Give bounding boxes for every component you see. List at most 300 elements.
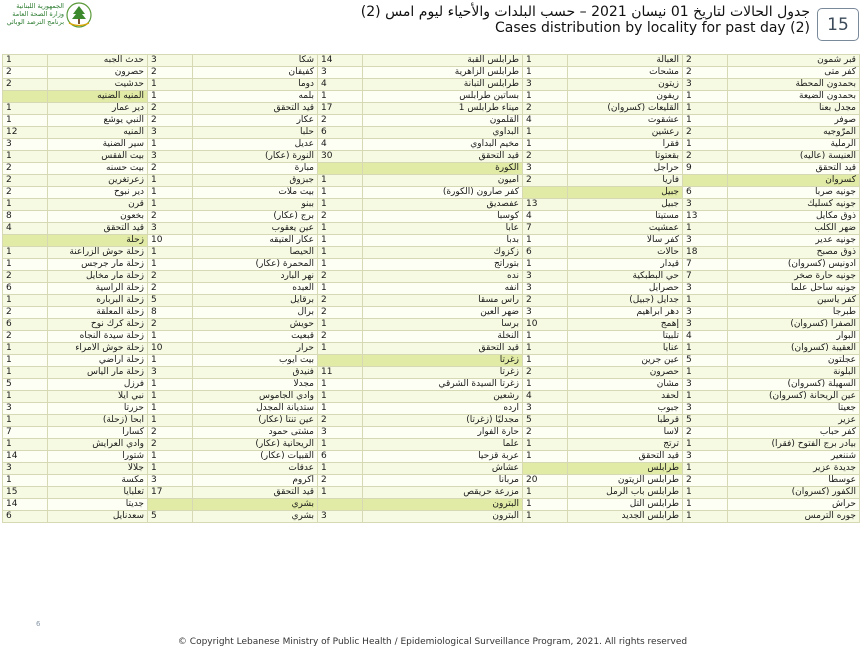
case-count: 1 — [683, 463, 728, 475]
locality-name: بيت الفقس — [48, 151, 148, 163]
locality-name: عابا — [363, 223, 523, 235]
locality-name: طرابلس الزاهرية — [363, 67, 523, 79]
locality-name: بقعتوتا — [568, 151, 683, 163]
locality-name: عديل — [193, 139, 318, 151]
table-row — [3, 343, 860, 355]
case-count: 2 — [318, 115, 363, 127]
corner-mark: 6 — [36, 620, 41, 628]
case-count: 7 — [523, 223, 568, 235]
locality-name: مجدل بعنا — [728, 103, 860, 115]
locality-name: كوسبا — [363, 211, 523, 223]
case-count: 2 — [523, 295, 568, 307]
table-row — [3, 463, 860, 475]
table-row — [3, 151, 860, 163]
case-count: 2 — [523, 427, 568, 439]
locality-name: شكا — [193, 55, 318, 67]
case-count: 1 — [523, 355, 568, 367]
locality-name: زحلة مار مخايل — [48, 271, 148, 283]
locality-name: برج (عكار) — [193, 211, 318, 223]
case-count: 1 — [148, 379, 193, 391]
locality-name: زغرتا السيدة الشرقي — [363, 379, 523, 391]
case-count: 1 — [683, 91, 728, 103]
case-count: 1 — [148, 463, 193, 475]
case-count: 7 — [683, 271, 728, 283]
locality-name: ابحا (زحلة) — [48, 415, 148, 427]
table-row — [3, 79, 860, 91]
locality-name: بشري — [193, 511, 318, 523]
case-count: 2 — [148, 67, 193, 79]
case-count: 1 — [683, 295, 728, 307]
case-count: 5 — [683, 415, 728, 427]
locality-name: جعيتا — [728, 403, 860, 415]
page-title-arabic: جدول الحالات لتاريخ 01 نيسان 2021 – حسب البلدات والأحياء ليوم امس (2) — [360, 4, 810, 20]
locality-name: عين تنتا (عكار) — [193, 415, 318, 427]
case-count — [683, 175, 728, 187]
case-count: 3 — [683, 403, 728, 415]
locality-name: مشتى حمود — [193, 427, 318, 439]
locality-name: الرملية — [728, 139, 860, 151]
locality-name: طرابلس الجديد — [568, 511, 683, 523]
locality-name: حرار — [193, 343, 318, 355]
locality-name: البداوي — [363, 127, 523, 139]
case-count: 4 — [683, 331, 728, 343]
case-count: 1 — [318, 91, 363, 103]
case-count: 13 — [683, 211, 728, 223]
locality-name: مخيم البداوي — [363, 139, 523, 151]
case-count: 2 — [523, 175, 568, 187]
locality-name: أميون — [363, 175, 523, 187]
locality-name: وادي الجاموس — [193, 391, 318, 403]
locality-name: نبي ايلا — [48, 391, 148, 403]
case-count: 2 — [318, 295, 363, 307]
table-row — [3, 511, 860, 523]
case-count: 1 — [318, 343, 363, 355]
locality-name: لحفد — [568, 391, 683, 403]
locality-name: حارة الفوار — [363, 427, 523, 439]
case-count: 3 — [523, 307, 568, 319]
table-row — [3, 295, 860, 307]
case-count: 2 — [148, 319, 193, 331]
locality-name: تلبيتا — [568, 331, 683, 343]
case-count: 2 — [318, 331, 363, 343]
logo-line-1: الجمهورية اللبنانية — [16, 2, 64, 10]
case-count: 2 — [3, 67, 48, 79]
table-row — [3, 451, 860, 463]
locality-name: فقرا — [568, 139, 683, 151]
case-count: 3 — [148, 367, 193, 379]
case-count: 1 — [523, 331, 568, 343]
case-count: 2 — [148, 115, 193, 127]
case-count: 1 — [683, 115, 728, 127]
case-count: 3 — [683, 235, 728, 247]
locality-name: ستديانة المجدل — [193, 403, 318, 415]
locality-name: قيد التحقق — [363, 151, 523, 163]
locality-name: جوره الترمس — [728, 511, 860, 523]
locality-name: راس مسقا — [363, 295, 523, 307]
case-count: 1 — [148, 79, 193, 91]
locality-name: بلمه — [193, 91, 318, 103]
case-count: 5 — [683, 355, 728, 367]
locality-name: سعدنايل — [48, 511, 148, 523]
case-count: 3 — [3, 463, 48, 475]
case-count: 14 — [3, 451, 48, 463]
case-count: 1 — [148, 355, 193, 367]
case-count: 2 — [683, 427, 728, 439]
locality-name: جبوب — [568, 403, 683, 415]
locality-name: حصرون — [568, 367, 683, 379]
table-row — [3, 271, 860, 283]
case-count: 2 — [148, 211, 193, 223]
locality-name: دير عمار — [48, 103, 148, 115]
case-count: 4 — [523, 211, 568, 223]
page-title-english: Cases distribution by locality for past day (2) — [494, 20, 810, 36]
table-row — [3, 247, 860, 259]
district-header: كسروان — [728, 175, 860, 187]
table-row — [3, 175, 860, 187]
case-count: 2 — [3, 307, 48, 319]
locality-name: رعشين — [568, 127, 683, 139]
locality-name: زحلة حوش الامراء — [48, 343, 148, 355]
case-count: 3 — [523, 283, 568, 295]
case-count: 2 — [148, 163, 193, 175]
locality-name: جلالا — [48, 463, 148, 475]
case-count: 6 — [3, 283, 48, 295]
locality-name: المنيه — [48, 127, 148, 139]
case-count: 1 — [318, 439, 363, 451]
locality-name: بيادر برج الفتوح (فقرا) — [728, 439, 860, 451]
locality-name: الكفور (كسروان) — [728, 487, 860, 499]
case-count — [318, 499, 363, 511]
table-row — [3, 55, 860, 67]
locality-name: قيدار — [568, 259, 683, 271]
locality-name: دير نبوح — [48, 187, 148, 199]
district-header: زحلة — [48, 235, 148, 247]
case-count: 1 — [3, 391, 48, 403]
locality-name: طرابلس القبة — [363, 55, 523, 67]
locality-name: زحلة المعلقة — [48, 307, 148, 319]
case-count: 12 — [3, 127, 48, 139]
case-count: 1 — [3, 55, 48, 67]
case-count: 1 — [318, 487, 363, 499]
case-count: 3 — [148, 55, 193, 67]
locality-name: بيت أيوب — [193, 355, 318, 367]
locality-name: بخعون — [48, 211, 148, 223]
case-count: 1 — [318, 403, 363, 415]
case-count: 1 — [523, 487, 568, 499]
case-count: 2 — [683, 55, 728, 67]
locality-name: زحلة مار الياس — [48, 367, 148, 379]
table-row — [3, 439, 860, 451]
case-count: 4 — [523, 391, 568, 403]
locality-name: القبيات (عكار) — [193, 451, 318, 463]
locality-name: نده — [363, 271, 523, 283]
case-count — [3, 235, 48, 247]
case-count: 1 — [148, 451, 193, 463]
case-count: 1 — [523, 451, 568, 463]
locality-name: مجدليًا (زغرتا) — [363, 415, 523, 427]
locality-name: قيد التحقق — [728, 163, 860, 175]
locality-name: لاسا — [568, 427, 683, 439]
case-count — [318, 355, 363, 367]
case-count: 3 — [148, 151, 193, 163]
locality-name: البلونة — [728, 367, 860, 379]
locality-name: عكار العتيقه — [193, 235, 318, 247]
case-count: 1 — [3, 355, 48, 367]
locality-name: الحيصا — [193, 247, 318, 259]
case-count: 2 — [318, 307, 363, 319]
ministry-logo — [6, 2, 94, 28]
case-count: 1 — [3, 115, 48, 127]
locality-name: كفر سالا — [568, 235, 683, 247]
case-count: 1 — [318, 187, 363, 199]
locality-name: كفر صارون (الكورة) — [363, 187, 523, 199]
case-count: 1 — [318, 199, 363, 211]
locality-name: بساتين طرابلس — [363, 91, 523, 103]
locality-name: ريفون — [568, 91, 683, 103]
locality-name: فاريا — [568, 175, 683, 187]
case-count: 2 — [148, 439, 193, 451]
locality-name: عربة قزحيا — [363, 451, 523, 463]
locality-name: بيت حسنه — [48, 163, 148, 175]
locality-name: عين جرين — [568, 355, 683, 367]
case-count: 1 — [148, 91, 193, 103]
case-count: 1 — [148, 139, 193, 151]
table-row — [3, 139, 860, 151]
case-count: 1 — [3, 439, 48, 451]
locality-name: أدونيس (كسروان) — [728, 259, 860, 271]
locality-name: الصفرا (كسروان) — [728, 319, 860, 331]
case-count: 2 — [148, 283, 193, 295]
locality-name: طرابلس الزيتون — [568, 475, 683, 487]
locality-name: كفر ياسين — [728, 295, 860, 307]
locality-name: عفصديق — [363, 199, 523, 211]
case-count: 3 — [683, 283, 728, 295]
case-count: 2 — [148, 103, 193, 115]
locality-name: البترون — [363, 511, 523, 523]
locality-name: عين الريحانة (كسروان) — [728, 391, 860, 403]
case-count: 2 — [523, 367, 568, 379]
locality-name: حراش — [728, 499, 860, 511]
case-count: 1 — [3, 475, 48, 487]
case-count: 8 — [3, 211, 48, 223]
case-count: 2 — [683, 151, 728, 163]
locality-name: زعرتغرين — [48, 175, 148, 187]
case-count: 1 — [318, 235, 363, 247]
page-number: 15 — [817, 8, 859, 41]
locality-name: شننعير — [728, 451, 860, 463]
locality-name: حصرون — [48, 67, 148, 79]
case-count: 4 — [523, 115, 568, 127]
case-count: 1 — [318, 247, 363, 259]
case-count: 2 — [318, 415, 363, 427]
locality-name: جونيه حارة صخر — [728, 271, 860, 283]
locality-name: مستيتا — [568, 211, 683, 223]
case-count: 10 — [523, 319, 568, 331]
case-count: 6 — [3, 511, 48, 523]
table-row — [3, 163, 860, 175]
case-count: 1 — [318, 223, 363, 235]
locality-name: حدشيت — [48, 79, 148, 91]
case-count: 14 — [3, 499, 48, 511]
case-count: 2 — [3, 187, 48, 199]
case-count: 1 — [523, 259, 568, 271]
case-count: 2 — [683, 67, 728, 79]
table-row — [3, 283, 860, 295]
table-row — [3, 379, 860, 391]
locality-name: مشحات — [568, 67, 683, 79]
locality-name: حدث الجبه — [48, 55, 148, 67]
case-count: 1 — [318, 379, 363, 391]
cases-table-body — [3, 55, 860, 523]
case-count: 1 — [148, 403, 193, 415]
case-count — [3, 91, 48, 103]
locality-name: رشعين — [363, 391, 523, 403]
case-count: 1 — [3, 415, 48, 427]
locality-name: إهمج — [568, 319, 683, 331]
case-count: 3 — [318, 67, 363, 79]
case-count: 3 — [148, 127, 193, 139]
table-row — [3, 475, 860, 487]
locality-name: قرطبا — [568, 415, 683, 427]
case-count — [148, 499, 193, 511]
locality-name: كفر حباب — [728, 427, 860, 439]
locality-name: حي البطبكية — [568, 271, 683, 283]
logo-line-2: وزارة الصحة العامة — [12, 10, 64, 18]
table-row — [3, 487, 860, 499]
locality-name: حراجل — [568, 163, 683, 175]
case-count: 3 — [3, 403, 48, 415]
district-header: بشري — [193, 499, 318, 511]
case-count: 6 — [318, 451, 363, 463]
locality-name: برقايل — [193, 295, 318, 307]
locality-name: برال — [193, 307, 318, 319]
district-header: جبيل — [568, 187, 683, 199]
case-count: 2 — [3, 175, 48, 187]
locality-name: المحمرة (عكار) — [193, 259, 318, 271]
locality-name: القليعات (كسروان) — [568, 103, 683, 115]
case-count: 2 — [3, 79, 48, 91]
copyright-footer: © Copyright Lebanese Ministry of Public Health / Epidemiological Surveillance Program, 2021. All rights reserved — [177, 637, 688, 647]
locality-name: قيد التحقق — [193, 487, 318, 499]
locality-name: عدقات — [193, 463, 318, 475]
cases-table — [2, 54, 860, 523]
locality-name: جديتا — [48, 499, 148, 511]
case-count: 10 — [148, 343, 193, 355]
locality-name: جبزوق — [193, 175, 318, 187]
locality-name: قبر شمون — [728, 55, 860, 67]
locality-name: ترتج — [568, 439, 683, 451]
case-count: 13 — [523, 199, 568, 211]
table-row — [3, 331, 860, 343]
locality-name: زحلة الراسية — [48, 283, 148, 295]
table-row — [3, 355, 860, 367]
case-count: 1 — [523, 91, 568, 103]
case-count: 1 — [148, 199, 193, 211]
case-count: 1 — [683, 367, 728, 379]
case-count: 1 — [523, 343, 568, 355]
locality-name: حلبا — [193, 127, 318, 139]
table-row — [3, 211, 860, 223]
case-count: 2 — [3, 331, 48, 343]
case-count: 3 — [523, 403, 568, 415]
table-row — [3, 367, 860, 379]
case-count — [523, 463, 568, 475]
table-row — [3, 115, 860, 127]
case-count: 1 — [683, 223, 728, 235]
locality-name: مربانا — [363, 475, 523, 487]
case-count: 8 — [148, 307, 193, 319]
locality-name: زحلة حوش الزراعنة — [48, 247, 148, 259]
locality-name: النبي يوشع — [48, 115, 148, 127]
locality-name: مشان — [568, 379, 683, 391]
case-count: 3 — [523, 271, 568, 283]
locality-name: مجدلا — [193, 379, 318, 391]
case-count: 1 — [148, 391, 193, 403]
table-row — [3, 223, 860, 235]
locality-name: تعلبايا — [48, 487, 148, 499]
case-count: 2 — [318, 475, 363, 487]
locality-name: الريحانية (عكار) — [193, 439, 318, 451]
case-count: 1 — [318, 463, 363, 475]
case-count: 3 — [683, 199, 728, 211]
case-count: 1 — [318, 175, 363, 187]
locality-name: البوار — [728, 331, 860, 343]
case-count: 3 — [3, 139, 48, 151]
case-count: 1 — [683, 343, 728, 355]
case-count: 3 — [523, 163, 568, 175]
locality-name: ضهر العين — [363, 307, 523, 319]
locality-name: نهر البارد — [193, 271, 318, 283]
locality-name: قيد التحقق — [48, 223, 148, 235]
case-count: 1 — [523, 499, 568, 511]
locality-name: زحلة البرباره — [48, 295, 148, 307]
case-count: 18 — [683, 247, 728, 259]
locality-name: كفر متى — [728, 67, 860, 79]
case-count: 1 — [683, 103, 728, 115]
case-count: 15 — [3, 487, 48, 499]
case-count: 1 — [523, 511, 568, 523]
locality-name: كفيفان — [193, 67, 318, 79]
case-count: 5 — [3, 379, 48, 391]
locality-name: بحمدون المحطة — [728, 79, 860, 91]
table-row — [3, 415, 860, 427]
case-count: 1 — [683, 439, 728, 451]
case-count: 2 — [523, 103, 568, 115]
table-row — [3, 67, 860, 79]
case-count: 1 — [148, 259, 193, 271]
table-row — [3, 319, 860, 331]
locality-name: النورة (عكار) — [193, 151, 318, 163]
case-count: 1 — [523, 235, 568, 247]
case-count: 4 — [3, 223, 48, 235]
district-header: الكورة — [363, 163, 523, 175]
case-count: 1 — [3, 343, 48, 355]
locality-name: جدايل (جبيل) — [568, 295, 683, 307]
case-count: 6 — [683, 187, 728, 199]
locality-name: انفه — [363, 283, 523, 295]
locality-name: جونيه عدير — [728, 235, 860, 247]
case-count: 1 — [3, 103, 48, 115]
case-count — [318, 163, 363, 175]
locality-name: ضهر الكلب — [728, 223, 860, 235]
locality-name: العبالة — [568, 55, 683, 67]
case-count: 1 — [148, 175, 193, 187]
locality-name: دهر ابراهيم — [568, 307, 683, 319]
case-count: 5 — [523, 415, 568, 427]
case-count: 10 — [148, 235, 193, 247]
locality-name: وادي العرايش — [48, 439, 148, 451]
case-count: 4 — [318, 139, 363, 151]
